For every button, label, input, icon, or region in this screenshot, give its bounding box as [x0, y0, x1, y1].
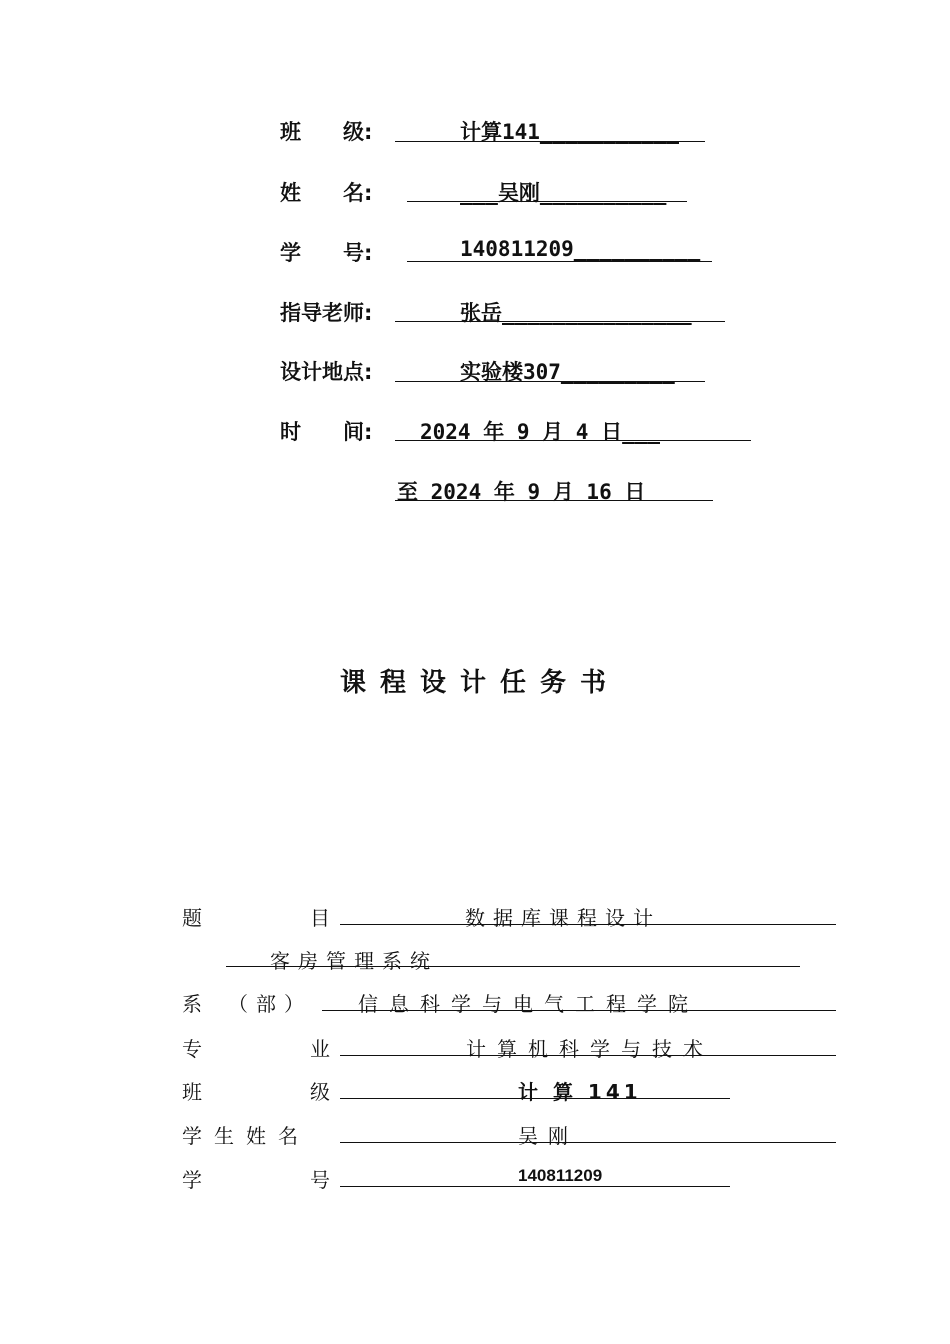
- name-value: ___吴刚__________: [460, 181, 667, 205]
- advisor-underline: [395, 321, 725, 322]
- dept-value: 信息科学与电气工程学院: [358, 992, 699, 1016]
- dept-underline: [322, 1010, 836, 1011]
- time-label: 时 间:: [280, 420, 373, 444]
- time-value-end: 至 2024 年 9 月 16 日: [397, 480, 646, 504]
- student-label: 学生姓名: [182, 1124, 310, 1148]
- dept-label: 系 （部）: [182, 992, 312, 1016]
- id-label: 学 号:: [280, 241, 373, 265]
- time-underline: [395, 440, 751, 441]
- class-value-2: 计 算 141: [518, 1080, 642, 1104]
- class-underline: [395, 141, 705, 142]
- id-value-2: 140811209: [518, 1166, 603, 1185]
- name-underline: [407, 201, 687, 202]
- name-label: 姓 名:: [280, 181, 373, 205]
- topic-value-2: 客房管理系统: [270, 949, 438, 973]
- time-value: 2024 年 9 月 4 日___: [420, 420, 661, 444]
- task-title: 课程设计任务书: [340, 668, 621, 698]
- id-value: 140811209__________: [460, 237, 701, 261]
- topic-label: 题 目: [182, 906, 342, 930]
- advisor-value: 张岳_______________: [460, 301, 692, 325]
- class-label-2: 班 级: [182, 1080, 342, 1104]
- time-end-underline: [395, 500, 713, 501]
- class-underline-2: [340, 1098, 730, 1099]
- location-label: 设计地点:: [280, 360, 373, 384]
- location-underline: [395, 381, 705, 382]
- class-value: 计算141___________: [460, 120, 680, 144]
- student-value: 吴刚: [518, 1124, 578, 1148]
- id-underline: [407, 261, 712, 262]
- topic-underline-1: [340, 924, 836, 925]
- student-underline: [340, 1142, 836, 1143]
- class-label: 班 级:: [280, 120, 373, 144]
- major-label: 专 业: [182, 1037, 342, 1061]
- major-value: 计算机科学与技术: [466, 1037, 714, 1061]
- advisor-label: 指导老师:: [280, 301, 373, 325]
- topic-underline-2: [226, 966, 800, 967]
- major-underline: [340, 1055, 836, 1056]
- location-value: 实验楼307_________: [460, 360, 675, 384]
- topic-value-1: 数据库课程设计: [465, 906, 661, 930]
- id-label-2: 学 号: [182, 1168, 342, 1192]
- id-underline-2: [340, 1186, 730, 1187]
